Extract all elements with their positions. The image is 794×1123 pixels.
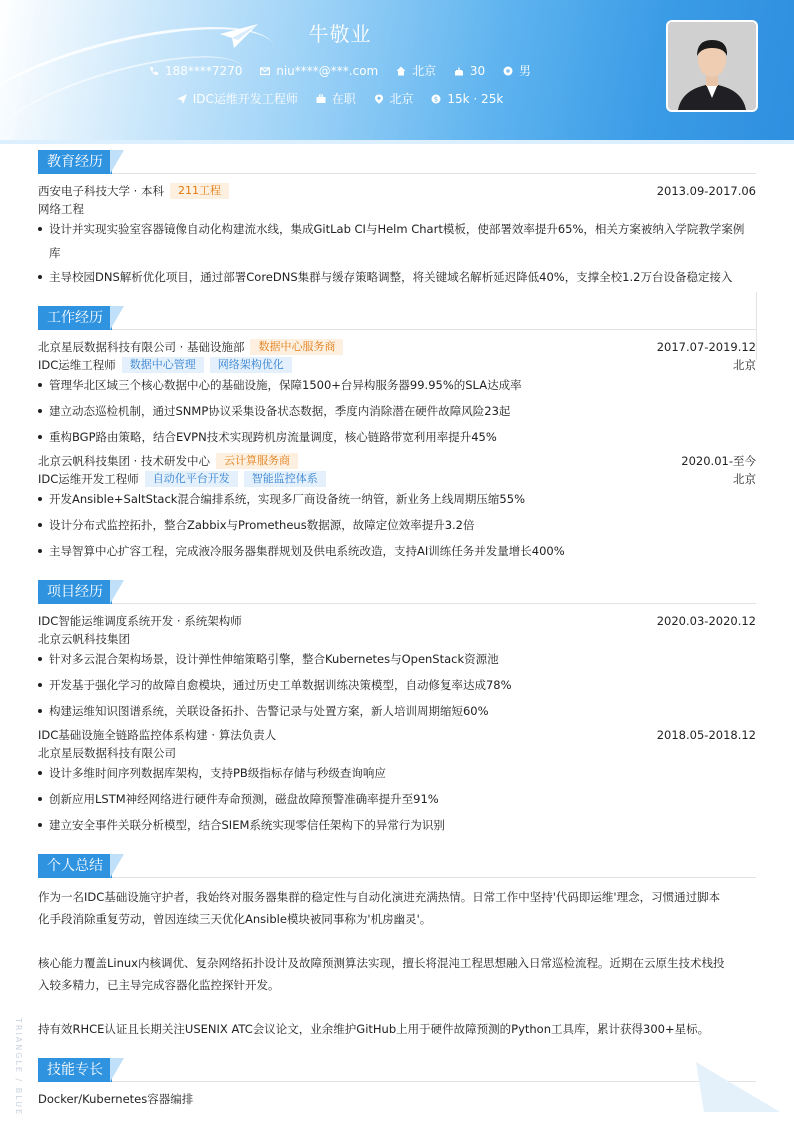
salary-item bbox=[431, 92, 503, 106]
section-title: 技能专长 bbox=[38, 1058, 112, 1082]
profile-photo bbox=[666, 20, 758, 112]
job-period: 2020.01-至今 bbox=[681, 454, 756, 468]
job-header bbox=[38, 452, 756, 470]
email-text: niu****@***.com bbox=[276, 63, 379, 78]
summary-paragraph bbox=[38, 886, 756, 930]
bullet-text: 库 bbox=[49, 246, 61, 260]
section-rule bbox=[38, 877, 756, 878]
section-summary bbox=[38, 854, 756, 878]
candidate-name: 牛敬业 bbox=[308, 22, 372, 46]
section-title-triangle bbox=[110, 150, 124, 174]
gender-text: 男 bbox=[519, 64, 532, 78]
job-title-item bbox=[177, 90, 298, 107]
target-city-text: 北京 bbox=[389, 92, 414, 106]
mail-icon bbox=[260, 66, 270, 76]
target-city-item bbox=[374, 90, 414, 107]
job-role-row bbox=[38, 356, 756, 374]
project-bullet: 开发基于强化学习的故障自愈模块，通过历史工单数据训练决策模型，自动修复率达成78% bbox=[38, 673, 756, 697]
header-divider bbox=[0, 140, 794, 144]
bullet-text: 设计并实现实验室容器镜像自动化构建流水线，集成GitLab CI与Helm Chart模板，使部署效率提升65%，相关方案被纳入学院教学案例 bbox=[49, 222, 745, 236]
summary-line: 化手段消除重复劳动，曾因连续三天优化Ansible模块被同事称为'机房幽灵'。 bbox=[38, 912, 432, 926]
education-major: 网络工程 bbox=[38, 202, 84, 216]
section-title: 教育经历 bbox=[38, 150, 112, 174]
summary-line: 核心能力覆盖Linux内核调优、复杂网络拓扑设计及故障预测算法实现，擅长将混沌工程思想融入日常巡检流程。近期在云原生技术栈投 bbox=[38, 956, 725, 970]
job-role: IDC运维开发工程师 bbox=[38, 472, 139, 486]
role-tag: 智能监控体系 bbox=[244, 471, 326, 487]
job-city: 北京 bbox=[733, 472, 756, 486]
section-title: 工作经历 bbox=[38, 306, 112, 330]
job-role-row bbox=[38, 470, 756, 488]
job-bullet: 建立动态巡检机制，通过SNMP协议采集设备状态数据，季度内消除潜在硬件故障风险23起 bbox=[38, 399, 756, 423]
section-title-triangle bbox=[110, 1058, 124, 1082]
role-tag: 数据中心管理 bbox=[122, 357, 204, 373]
company-name: 北京星辰数据科技有限公司 · 基础设施部 bbox=[38, 340, 245, 354]
side-watermark-label: TRIANGLE / BLUE bbox=[14, 1018, 23, 1117]
home-icon bbox=[396, 66, 406, 76]
job-bullet: 重构BGP路由策略，结合EVPN技术实现跨机房流量调度，核心链路带宽利用率提升45% bbox=[38, 425, 756, 449]
section-title: 个人总结 bbox=[38, 854, 112, 878]
phone-text: 188****7270 bbox=[164, 63, 243, 78]
project-period: 2020.03-2020.12 bbox=[656, 614, 756, 628]
contact-row bbox=[0, 62, 680, 79]
section-skills bbox=[38, 1058, 756, 1082]
resume-header bbox=[0, 0, 794, 140]
section-title-triangle bbox=[110, 580, 124, 604]
coin-icon bbox=[431, 94, 441, 104]
project-period: 2018.05-2018.12 bbox=[656, 728, 756, 742]
education-bullet: 主导校园DNS解析优化项目，通过部署CoreDNS集群与缓存策略调整，将关键域名解析延迟降低40%，支撑全校1.2万台设备稳定接入 bbox=[38, 265, 756, 289]
education-period: 2013.09-2017.06 bbox=[656, 184, 756, 198]
phone-icon bbox=[149, 66, 159, 76]
job-period: 2017.07-2019.12 bbox=[656, 340, 756, 354]
send-icon bbox=[177, 94, 187, 104]
job-role: IDC运维工程师 bbox=[38, 358, 116, 372]
project-org: 北京星辰数据科技有限公司 bbox=[38, 746, 176, 760]
status-text: 在职 bbox=[331, 92, 356, 106]
section-projects bbox=[38, 580, 756, 604]
job-bullet: 开发Ansible+SaltStack混合编排系统，实现多厂商设备统一纳管，新业务上线周期压缩55% bbox=[38, 487, 756, 511]
project-bullet: 设计多维时间序列数据库架构，支持PB级指标存储与秒级查询响应 bbox=[38, 761, 756, 785]
map-pin-icon bbox=[374, 94, 384, 104]
svg-text:$: $ bbox=[434, 95, 439, 103]
project-bullet: 建立安全事件关联分析模型，结合SIEM系统实现零信任架构下的异常行为识别 bbox=[38, 813, 756, 837]
location-text: 北京 bbox=[412, 64, 437, 78]
section-education bbox=[38, 150, 756, 174]
section-rule bbox=[38, 603, 756, 604]
project-header bbox=[38, 612, 756, 630]
project-name: IDC智能运维调度系统开发 · 系统架构师 bbox=[38, 614, 242, 628]
summary-paragraph: 持有效RHCE认证且长期关注USENIX ATC会议论文，业余维护GitHub上用于硬件故障预测的Python工具库，累计获得300+星标。 bbox=[38, 1022, 710, 1036]
gender-icon bbox=[503, 66, 513, 76]
cake-icon bbox=[454, 66, 464, 76]
briefcase-icon bbox=[316, 94, 326, 104]
skill-item: Docker/Kubernetes容器编排 bbox=[38, 1092, 194, 1106]
company-name: 北京云帆科技集团 · 技术研发中心 bbox=[38, 454, 210, 468]
job-bullet: 设计分布式监控拓扑，整合Zabbix与Prometheus数据源，故障定位效率提升3.2倍 bbox=[38, 513, 756, 537]
avatar bbox=[668, 22, 756, 110]
job-header bbox=[38, 338, 756, 356]
school-name: 西安电子科技大学 · 本科 bbox=[38, 184, 164, 198]
company-badge: 云计算服务商 bbox=[216, 453, 298, 469]
project-name: IDC基础设施全链路监控体系构建 · 算法负责人 bbox=[38, 728, 277, 742]
project-header bbox=[38, 726, 756, 744]
age-text: 30 bbox=[469, 63, 486, 78]
job-city: 北京 bbox=[733, 358, 756, 372]
gender-item bbox=[503, 62, 531, 79]
phone-item bbox=[149, 64, 242, 78]
age-item bbox=[454, 64, 485, 78]
education-bullet bbox=[38, 217, 756, 265]
project-bullet: 构建运维知识图谱系统，关联设备拓扑、告警记录与处置方案，新人培训周期缩短60% bbox=[38, 699, 756, 723]
section-rule bbox=[38, 1081, 756, 1082]
project-org: 北京云帆科技集团 bbox=[38, 632, 130, 646]
location-item bbox=[396, 62, 436, 79]
section-work bbox=[38, 306, 756, 330]
section-rule bbox=[38, 173, 756, 174]
section-title: 项目经历 bbox=[38, 580, 112, 604]
status-item bbox=[316, 90, 356, 107]
job-title-text: IDC运维开发工程师 bbox=[192, 92, 298, 106]
role-tag: 网络架构优化 bbox=[210, 357, 292, 373]
decorative-line bbox=[756, 292, 757, 360]
project-bullet: 针对多云混合架构场景，设计弹性伸缩策略引擎，整合Kubernetes与OpenStack资源池 bbox=[38, 647, 756, 671]
school-badge: 211工程 bbox=[170, 183, 229, 199]
company-badge: 数据中心服务商 bbox=[250, 339, 343, 355]
role-tag: 自动化平台开发 bbox=[145, 471, 238, 487]
job-intent-row bbox=[0, 90, 680, 107]
section-title-triangle bbox=[110, 854, 124, 878]
summary-line: 入较多精力，已主导完成容器化监控探针开发。 bbox=[38, 978, 280, 992]
summary-line: 作为一名IDC基础设施守护者，我始终对服务器集群的稳定性与自动化演进充满热情。日常工作中坚持'代码即运维'理念，习惯通过脚本 bbox=[38, 890, 721, 904]
corner-triangle-decoration bbox=[696, 1062, 786, 1112]
job-bullet: 管理华北区域三个核心数据中心的基础设施，保障1500+台异构服务器99.95%的SLA达成率 bbox=[38, 373, 756, 397]
section-title-triangle bbox=[110, 306, 124, 330]
summary-paragraph bbox=[38, 952, 756, 996]
education-header bbox=[38, 182, 756, 200]
salary-text: 15k · 25k bbox=[447, 91, 504, 106]
project-bullet: 创新应用LSTM神经网络进行硬件寿命预测，磁盘故障预警准确率提升至91% bbox=[38, 787, 756, 811]
job-bullet: 主导智算中心扩容工程，完成液冷服务器集群规划及供电系统改造，支持AI训练任务并发量增长400% bbox=[38, 539, 756, 563]
email-item bbox=[260, 64, 378, 78]
section-rule bbox=[38, 329, 756, 330]
